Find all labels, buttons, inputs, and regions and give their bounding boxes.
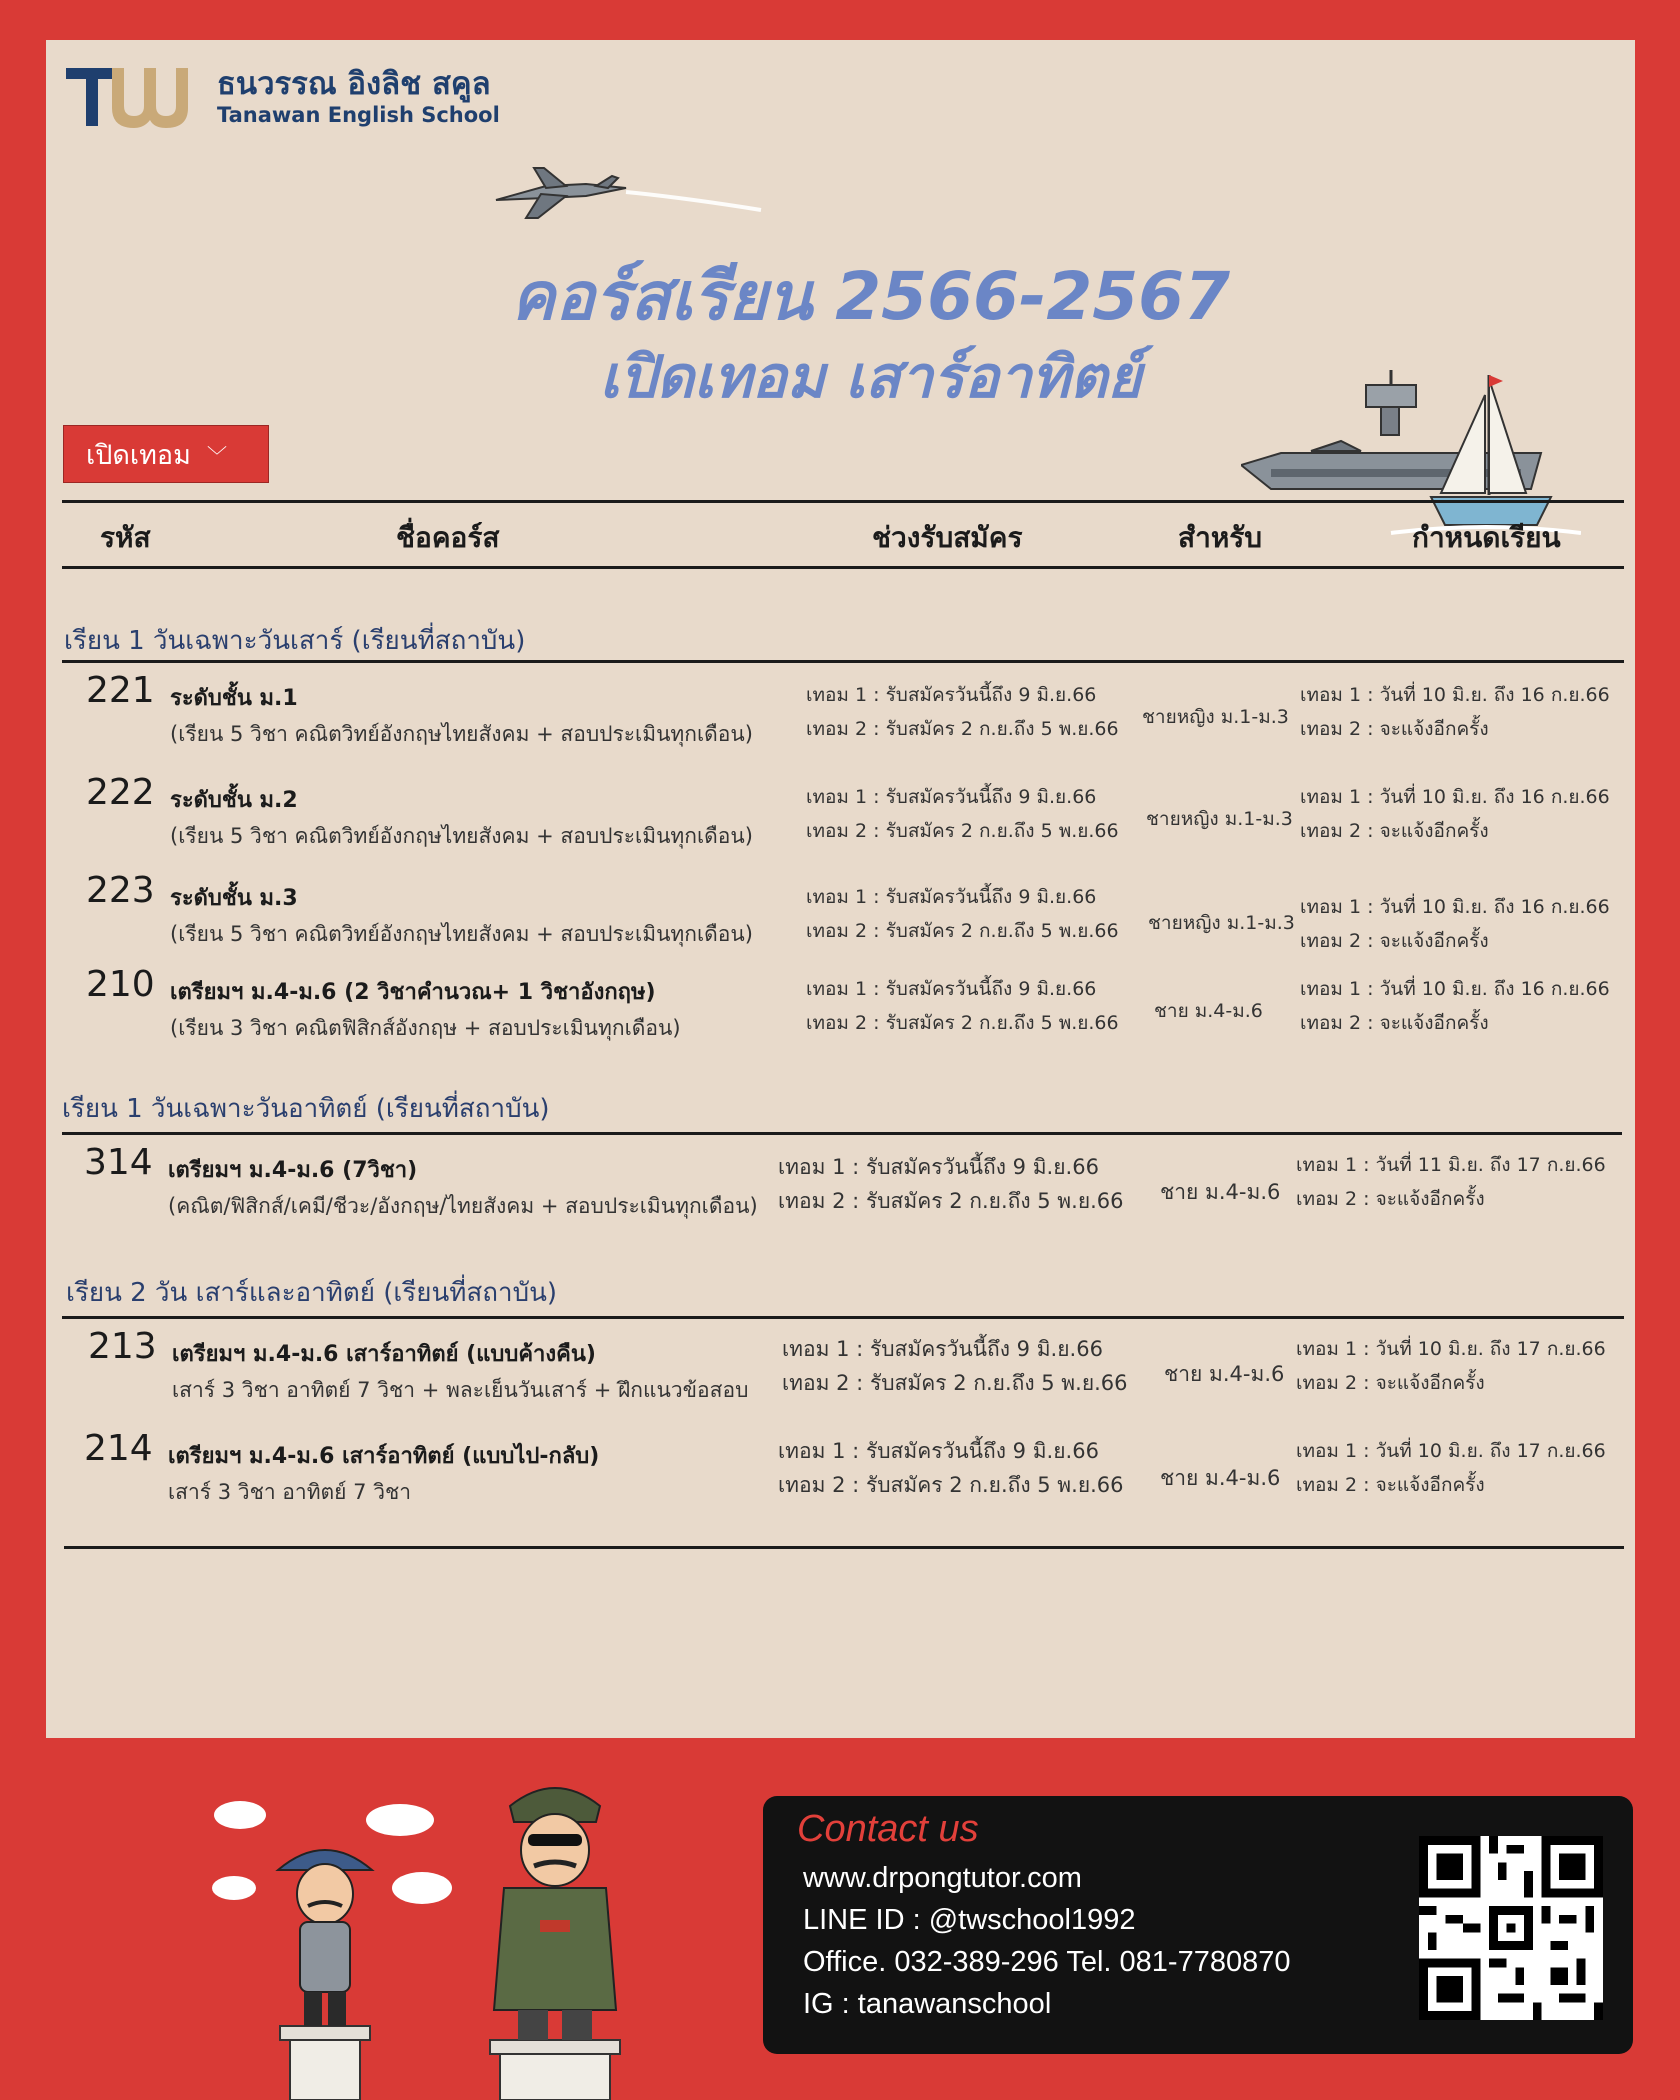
schedule-term-2: เทอม 2 : จะแจ้งอีกครั้ง xyxy=(1296,1474,1485,1496)
col-header-course: ชื่อคอร์ส xyxy=(396,521,500,554)
schedule-term-1: เทอม 1 : วันที่ 11 มิ.ย. ถึง 17 ก.ย.66 xyxy=(1296,1154,1606,1176)
course-code: 213 xyxy=(88,1326,157,1367)
course-desc: (เรียน 5 วิชา คณิตวิทย์อังกฤษไทยสังคม + สอบประเมินทุกเดือน) xyxy=(170,824,753,848)
register-term-1: เทอม 1 : รับสมัครวันนี้ถึง 9 มิ.ย.66 xyxy=(782,1337,1103,1361)
course-for: ชายหญิง ม.1-ม.3 xyxy=(1146,808,1293,830)
section-heading: เรียน 1 วันเฉพาะวันอาทิตย์ (เรียนที่สถาบัน) xyxy=(62,1094,550,1124)
section-divider xyxy=(62,1132,1622,1135)
register-term-2: เทอม 2 : รับสมัคร 2 ก.ย.ถึง 5 พ.ย.66 xyxy=(778,1473,1124,1497)
table-bottom-divider xyxy=(64,1546,1624,1549)
course-name: เตรียมฯ ม.4-ม.6 เสาร์อาทิตย์ (แบบค้างคืน) xyxy=(172,1342,596,1367)
course-name: ระดับชั้น ม.1 xyxy=(170,686,298,711)
ship-illustration xyxy=(1241,365,1581,540)
course-desc: (เรียน 5 วิชา คณิตวิทย์อังกฤษไทยสังคม + สอบประเมินทุกเดือน) xyxy=(170,722,753,746)
course-desc: เสาร์ 3 วิชา อาทิตย์ 7 วิชา xyxy=(168,1480,412,1504)
course-code: 223 xyxy=(86,870,155,911)
school-logo xyxy=(66,66,500,128)
contact-title: Contact us xyxy=(797,1808,979,1850)
register-term-1: เทอม 1 : รับสมัครวันนี้ถึง 9 มิ.ย.66 xyxy=(806,886,1097,908)
schedule-term-1: เทอม 1 : วันที่ 10 มิ.ย. ถึง 16 ก.ย.66 xyxy=(1300,896,1610,918)
course-name: เตรียมฯ ม.4-ม.6 (2 วิชาคำนวณ+ 1 วิชาอังกฤษ) xyxy=(170,980,656,1005)
schedule-term-1: เทอม 1 : วันที่ 10 มิ.ย. ถึง 16 ก.ย.66 xyxy=(1300,786,1610,808)
col-header-for: สำหรับ xyxy=(1178,521,1263,554)
course-code: 314 xyxy=(84,1142,153,1183)
term-dropdown-button[interactable] xyxy=(63,425,269,483)
jet-illustration xyxy=(486,150,766,250)
qr-code-icon xyxy=(1419,1836,1603,2020)
course-desc: เสาร์ 3 วิชา อาทิตย์ 7 วิชา + พละเย็นวันเสาร์ + ฝึกแนวข้อสอบ xyxy=(172,1378,749,1402)
course-for: ชาย ม.4-ม.6 xyxy=(1160,1180,1281,1204)
course-code: 214 xyxy=(84,1428,153,1469)
course-desc: (เรียน 3 วิชา คณิตฟิสิกส์อังกฤษ + สอบประเมินทุกเดือน) xyxy=(170,1016,681,1040)
course-desc: (คณิต/ฟิสิกส์/เคมี/ชีวะ/อังกฤษ/ไทยสังคม + สอบประเมินทุกเดือน) xyxy=(168,1194,758,1218)
register-term-2: เทอม 2 : รับสมัคร 2 ก.ย.ถึง 5 พ.ย.66 xyxy=(806,1012,1119,1034)
cartoon-figures-illustration xyxy=(200,1770,460,2100)
course-for: ชายหญิง ม.1-ม.3 xyxy=(1148,912,1295,934)
register-term-1: เทอม 1 : รับสมัครวันนี้ถึง 9 มิ.ย.66 xyxy=(806,684,1097,706)
schedule-term-2: เทอม 2 : จะแจ้งอีกครั้ง xyxy=(1300,820,1489,842)
chevron-down-icon: ﹀ xyxy=(206,443,227,468)
course-code: 221 xyxy=(86,670,155,711)
course-panel xyxy=(46,40,1635,1738)
course-name: เตรียมฯ ม.4-ม.6 (7วิชา) xyxy=(168,1158,418,1183)
term-dropdown-label: เปิดเทอม xyxy=(86,439,191,471)
register-term-1: เทอม 1 : รับสมัครวันนี้ถึง 9 มิ.ย.66 xyxy=(778,1439,1099,1463)
col-header-code: รหัส xyxy=(100,521,151,554)
logo-name-en: Tanawan English School xyxy=(217,103,500,127)
register-term-2: เทอม 2 : รับสมัคร 2 ก.ย.ถึง 5 พ.ย.66 xyxy=(778,1189,1124,1213)
course-code: 210 xyxy=(86,964,155,1005)
contact-phone: Office. 032-389-296 Tel. 081-7780870 xyxy=(803,1946,1291,1978)
course-for: ชาย ม.4-ม.6 xyxy=(1164,1362,1285,1386)
register-term-2: เทอม 2 : รับสมัคร 2 ก.ย.ถึง 5 พ.ย.66 xyxy=(806,820,1119,842)
register-term-1: เทอม 1 : รับสมัครวันนี้ถึง 9 มิ.ย.66 xyxy=(806,978,1097,1000)
contact-box xyxy=(763,1796,1633,2054)
col-header-schedule: กำหนดเรียน xyxy=(1412,521,1561,554)
course-for: ชายหญิง ม.1-ม.3 xyxy=(1142,706,1289,728)
register-term-1: เทอม 1 : รับสมัครวันนี้ถึง 9 มิ.ย.66 xyxy=(806,786,1097,808)
schedule-term-2: เทอม 2 : จะแจ้งอีกครั้ง xyxy=(1300,718,1489,740)
section-divider xyxy=(62,1316,1624,1319)
course-name: ระดับชั้น ม.3 xyxy=(170,886,298,911)
course-desc: (เรียน 5 วิชา คณิตวิทย์อังกฤษไทยสังคม + สอบประเมินทุกเดือน) xyxy=(170,922,753,946)
schedule-term-1: เทอม 1 : วันที่ 10 มิ.ย. ถึง 17 ก.ย.66 xyxy=(1296,1440,1606,1462)
register-term-2: เทอม 2 : รับสมัคร 2 ก.ย.ถึง 5 พ.ย.66 xyxy=(806,718,1119,740)
register-term-2: เทอม 2 : รับสมัคร 2 ก.ย.ถึง 5 พ.ย.66 xyxy=(806,920,1119,942)
section-heading: เรียน 2 วัน เสาร์และอาทิตย์ (เรียนที่สถาบัน) xyxy=(66,1278,558,1308)
register-term-1: เทอม 1 : รับสมัครวันนี้ถึง 9 มิ.ย.66 xyxy=(778,1155,1099,1179)
course-for: ชาย ม.4-ม.6 xyxy=(1160,1466,1281,1490)
general-figure-illustration xyxy=(470,1770,640,2100)
col-header-register: ช่วงรับสมัคร xyxy=(872,521,1023,554)
schedule-term-2: เทอม 2 : จะแจ้งอีกครั้ง xyxy=(1296,1372,1485,1394)
contact-line-id: LINE ID : @twschool1992 xyxy=(803,1904,1136,1936)
schedule-term-2: เทอม 2 : จะแจ้งอีกครั้ง xyxy=(1300,930,1489,952)
schedule-term-2: เทอม 2 : จะแจ้งอีกครั้ง xyxy=(1300,1012,1489,1034)
contact-instagram: IG : tanawanschool xyxy=(803,1988,1052,2020)
logo-name-th: ธนวรรณ อิงลิช สคูล xyxy=(217,66,491,102)
register-term-2: เทอม 2 : รับสมัคร 2 ก.ย.ถึง 5 พ.ย.66 xyxy=(782,1371,1128,1395)
title-line-1: คอร์สเรียน 2566-2567 xyxy=(510,258,1231,335)
course-name: ระดับชั้น ม.2 xyxy=(170,788,298,813)
course-name: เตรียมฯ ม.4-ม.6 เสาร์อาทิตย์ (แบบไป-กลับ) xyxy=(168,1444,600,1469)
header-top-divider xyxy=(62,500,1624,503)
schedule-term-2: เทอม 2 : จะแจ้งอีกครั้ง xyxy=(1296,1188,1485,1210)
section-heading: เรียน 1 วันเฉพาะวันเสาร์ (เรียนที่สถาบัน) xyxy=(64,626,526,656)
course-for: ชาย ม.4-ม.6 xyxy=(1154,1000,1263,1022)
course-code: 222 xyxy=(86,772,155,813)
section-divider xyxy=(62,660,1624,663)
title-line-2: เปิดเทอม เสาร์อาทิตย์ xyxy=(599,343,1142,411)
schedule-term-1: เทอม 1 : วันที่ 10 มิ.ย. ถึง 16 ก.ย.66 xyxy=(1300,684,1610,706)
header-bottom-divider xyxy=(62,566,1624,569)
contact-website-link[interactable]: www.drpongtutor.com xyxy=(803,1862,1082,1894)
schedule-term-1: เทอม 1 : วันที่ 10 มิ.ย. ถึง 16 ก.ย.66 xyxy=(1300,978,1610,1000)
tw-logo-icon xyxy=(66,66,201,128)
schedule-term-1: เทอม 1 : วันที่ 10 มิ.ย. ถึง 17 ก.ย.66 xyxy=(1296,1338,1606,1360)
